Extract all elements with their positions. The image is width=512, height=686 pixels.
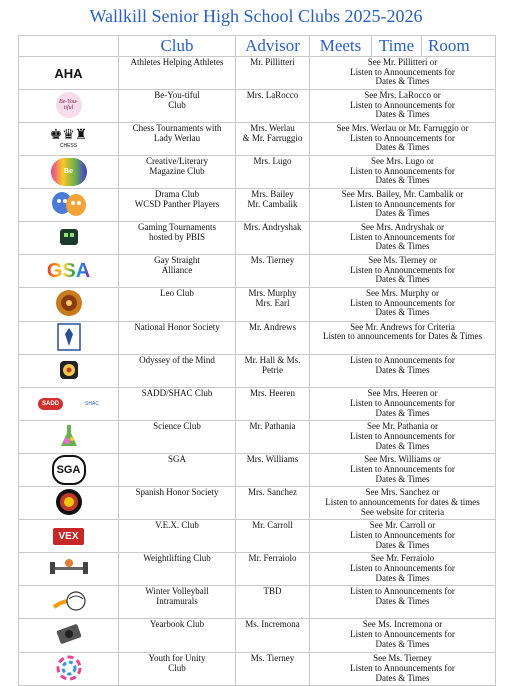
table-row [19,90,496,123]
club-meeting-info-line: See Mr. Pathania or [367,421,438,432]
club-name-line: Winter Volleyball [145,586,209,597]
club-meeting-info-line: Listen to Announcements for [350,629,455,640]
club-name-line: WCSD Panther Players [134,198,220,209]
club-name-line: Chess Tournaments with [132,123,222,133]
club-meeting-info-line: Listen to Announcements for [350,264,455,275]
club-name-line: Drama Club [154,189,200,199]
club-meeting-info-line: Dates & Times [375,596,430,607]
club-advisor-line: TBD [263,586,282,597]
club-logo-cell [19,189,119,222]
club-advisor [236,619,310,653]
nhs-torch-logo [55,322,83,352]
club-meeting-info-line: See Mrs. Andryshak or [361,222,444,232]
club-advisor-line: Mr. Carroll [252,520,293,531]
unity-circle-icon [55,654,83,682]
club-meeting-info-line: Listen to announcements for dates & times [325,497,480,508]
club-logo-cell [19,388,119,421]
table-row [19,619,496,653]
club-name [119,487,236,520]
be-creative-logo [51,158,87,186]
club-meeting-info-line: Listen to Announcements for [350,165,455,176]
club-name-line: National Honor Society [134,321,220,332]
club-logo-cell [19,123,119,156]
club-meeting-info-line: Listen to Announcements for [350,530,455,541]
club-advisor-line: Mr. Andrews [249,321,296,332]
club-meeting-info-line: Dates & Times [375,175,430,186]
club-meeting-info-line: Dates & Times [375,473,430,484]
club-meeting-info [310,454,496,487]
club-meeting-info-line: See Mrs. Sanchez or [365,487,440,498]
club-logo-cell [19,156,119,189]
club-advisor [236,355,310,388]
club-advisor-line: Mrs. Andryshak [243,222,302,232]
club-name [119,553,236,586]
club-advisor [236,156,310,189]
table-row [19,487,496,520]
club-advisor [236,255,310,288]
table-row [19,388,496,421]
club-advisor-line: & Mr. Farruggio [242,132,303,143]
club-name-line: Yearbook Club [149,619,205,630]
table-row [19,321,496,355]
club-logo-cell [19,454,119,487]
chess-logo: ♚♛♜ CHESS [49,128,88,149]
club-meeting-info-line: See Ms. Incremona or [362,619,443,630]
club-meeting-info-line: Dates & Times [375,638,430,649]
shac-logo-text: SHAC [85,401,99,408]
club-name-line: Athletes Helping Athletes [130,57,224,67]
sga-logo [52,455,86,485]
club-logo-cell [19,321,119,355]
club-name [119,388,236,421]
club-name [119,421,236,454]
gsa-logo [47,260,90,283]
drama-masks-icon [48,190,90,218]
club-meeting-info-line: Listen to Announcements for [350,297,455,308]
club-name [119,90,236,123]
club-meeting-info [310,653,496,686]
club-meeting-info-line: Dates & Times [375,672,430,683]
club-meeting-info-line: Listen to Announcements for [350,662,455,673]
club-name [119,57,236,90]
table-row [19,553,496,586]
club-meeting-info-line: Listen to Announcements for [350,398,455,409]
header-advisor: Advisor [236,36,310,57]
club-meeting-info [310,90,496,123]
club-advisor-line: Mr. Pathania [249,421,296,432]
club-logo-cell [19,487,119,520]
club-meeting-info-line: Listen to Announcements for [350,99,455,110]
club-name [119,156,236,189]
club-meeting-info-line: Listen to Announcements for [350,355,455,366]
club-name [119,619,236,653]
club-meeting-info [310,123,496,156]
club-name-line: Be-You-tiful [154,90,200,100]
club-meeting-info-line: Listen to Announcements for [350,431,455,442]
table-row [19,421,496,454]
be-you-tiful-logo [55,91,83,119]
club-advisor-line: Mr. Cambalik [247,198,298,209]
club-advisor [236,520,310,553]
club-advisor [236,586,310,619]
club-meeting-info [310,156,496,189]
club-logo-cell [19,653,119,686]
club-advisor-line: Mr. Pillitteri [250,57,295,67]
club-logo-cell [19,57,119,90]
club-meeting-info-line: See Mr. Andrews for Criteria [350,321,455,332]
club-meeting-info-line: See Mrs. Lugo or [371,156,434,166]
club-name-line: Gaming Tournaments [138,222,216,232]
club-name [119,520,236,553]
club-meeting-info-line: Dates & Times [375,76,430,87]
club-advisor-line: Mr. Ferraiolo [248,553,297,564]
sadd-shac-logo [38,398,99,410]
club-meeting-info-line: Listen to Announcements for [350,132,455,143]
club-logo-cell [19,421,119,454]
club-advisor [236,553,310,586]
club-logo-cell [19,553,119,586]
club-meeting-info-line: Dates & Times [375,241,430,252]
club-advisor-line: Mr. Hall & Ms. [244,355,301,366]
club-meeting-info-line: See Mrs. LaRocco or [364,90,441,100]
table-row [19,156,496,189]
club-name [119,123,236,156]
table-row [19,653,496,686]
club-name-line: Magazine Club [149,165,205,176]
club-meeting-info-line: Dates & Times [375,109,430,120]
club-name-line: Youth for Unity [148,653,206,664]
club-meeting-info-line: Listen to announcements for Dates & Times [323,331,482,342]
club-advisor-line: Mrs. Bailey [251,189,294,199]
club-meeting-info-line: See website for criteria [360,506,445,517]
club-meeting-info-line: See Mr. Carroll or [369,520,436,531]
science-flask-icon [57,422,81,450]
club-advisor [236,123,310,156]
club-advisor-line: Mrs. Earl [255,297,290,308]
aha-logo [54,66,82,81]
club-meeting-info-line: Dates & Times [375,142,430,153]
club-meeting-info-line: Dates & Times [375,274,430,285]
spanish-honor-logo [55,488,83,516]
club-name-line: Science Club [153,421,201,432]
club-meeting-info [310,553,496,586]
club-meeting-info-line: See Mr. Ferraiolo [370,553,435,564]
club-advisor-line: Mrs. Murphy [248,288,297,298]
club-name [119,255,236,288]
club-meeting-info-line: Dates & Times [375,208,430,219]
club-advisor [236,653,310,686]
table-row [19,520,496,553]
page-title: Wallkill Senior High School Clubs 2025-2026 [89,6,423,26]
sga-logo-text: SGA [52,455,86,485]
club-meeting-info-line: See Ms. Tierney [373,653,432,664]
table-row [19,355,496,388]
club-logo-cell [19,619,119,653]
club-advisor-line: Ms. Incremona [245,619,300,630]
table-row [19,57,496,90]
club-name [119,321,236,355]
club-name-line: Weightlifting Club [143,553,211,564]
header-meets: Meets [310,36,372,57]
club-name-line: Lady Werlau [153,132,201,143]
club-meeting-info [310,57,496,90]
clubs-table-body [19,57,496,686]
club-name-line: SGA [167,454,186,465]
chess-logo-text: CHESS [59,143,78,149]
club-name-line: Gay Straight [154,255,200,265]
volleyball-icon [52,587,86,615]
sadd-logo-text: SADD [38,398,63,410]
club-advisor [236,222,310,255]
clubs-table [18,35,496,686]
table-row [19,255,496,288]
table-row [19,222,496,255]
club-advisor [236,57,310,90]
club-name-line: Club [168,662,186,673]
gsa-logo-text: GSA [46,259,91,282]
table-row [19,586,496,619]
club-name-line: V.E.X. Club [155,520,199,531]
be-you-tiful-logo-text: Be-You-tiful [58,98,79,111]
club-meeting-info-line: Dates & Times [375,365,430,376]
club-meeting-info-line: Listen to Announcements for [350,231,455,242]
yearbook-camera-icon [52,619,86,649]
club-advisor [236,321,310,355]
club-logo-cell [19,355,119,388]
club-name-line: hosted by PBIS [148,231,205,242]
club-name [119,288,236,322]
club-name-line: Alliance [161,264,193,275]
header-room: Room [422,36,496,57]
club-meeting-info-line: Listen to Announcements for [350,66,455,77]
gaming-icon [57,224,81,250]
club-meeting-info-line: Dates & Times [375,307,430,318]
club-logo-cell [19,288,119,322]
vex-logo-text: VEX [53,528,83,545]
leo-club-logo [55,288,83,318]
club-meeting-info [310,487,496,520]
club-name [119,355,236,388]
club-name-line: Leo Club [160,288,194,298]
club-advisor [236,421,310,454]
club-meeting-info [310,255,496,288]
club-meeting-info-line: See Ms. Tierney or [368,255,437,265]
club-meeting-info [310,520,496,553]
club-meeting-info-line: Dates & Times [375,407,430,418]
club-name [119,222,236,255]
club-meeting-info-line: See Mrs. Werlau or Mr. Farruggio or [336,123,469,133]
club-meeting-info [310,388,496,421]
club-advisor [236,189,310,222]
club-advisor [236,487,310,520]
club-meeting-info-line: See Mrs. Heeren or [367,388,438,399]
club-meeting-info-line: Dates & Times [375,539,430,550]
club-name-line: Intramurals [156,596,198,607]
club-meeting-info-line: Listen to Announcements for [350,586,455,597]
club-name-line: Creative/Literary [146,156,208,166]
vex-logo [53,528,83,545]
club-meeting-info-line: See Mrs. Williams or [364,454,441,465]
club-name [119,653,236,686]
club-meeting-info [310,222,496,255]
aha-logo-text: AHA [54,65,83,81]
be-creative-logo-text: Be [51,158,87,186]
club-meeting-info [310,421,496,454]
club-meeting-info-line: Dates & Times [375,440,430,451]
club-advisor-line: Mrs. Williams [246,454,299,465]
club-logo-cell [19,255,119,288]
club-meeting-info-line: Listen to Announcements for [350,563,455,574]
club-advisor [236,388,310,421]
club-meeting-info-line: See Mrs. Murphy or [366,288,439,298]
club-meeting-info-line: See Mr. Pillitteri or [367,57,438,67]
club-advisor-line: Ms. Tierney [250,255,295,265]
barbell-icon [48,554,90,582]
club-advisor [236,90,310,123]
club-advisor-line: Mrs. Heeren [250,388,295,399]
club-name-line: Spanish Honor Society [135,487,219,498]
club-meeting-info [310,189,496,222]
club-name-line: SADD/SHAC Club [141,388,213,399]
club-meeting-info-line: Listen to Announcements for [350,198,455,209]
club-meeting-info [310,288,496,322]
club-meeting-info [310,321,496,355]
club-meeting-info [310,619,496,653]
club-advisor-line: Mrs. Lugo [253,156,292,166]
club-advisor [236,454,310,487]
table-row [19,189,496,222]
club-name [119,454,236,487]
club-meeting-info-line: Dates & Times [375,572,430,583]
table-row [19,123,496,156]
table-row [19,288,496,322]
club-logo-cell [19,90,119,123]
club-name-line: Odyssey of the Mind [139,355,215,366]
club-advisor-line: Mrs. Sanchez [248,487,297,498]
header-row [19,36,496,57]
club-advisor-line: Mrs. Werlau [250,123,295,133]
club-name [119,189,236,222]
club-advisor-line: Petrie [262,365,283,376]
club-meeting-info [310,586,496,619]
club-logo-cell [19,586,119,619]
table-row [19,454,496,487]
club-meeting-info-line: Listen to Announcements for [350,464,455,475]
club-name [119,586,236,619]
club-meeting-info [310,355,496,388]
club-meeting-info-line: See Mrs. Bailey, Mr. Cambalik or [341,189,464,199]
header-time: Time [372,36,422,57]
header-club: Club [119,36,236,57]
club-advisor-line: Mrs. LaRocco [246,90,299,100]
club-logo-cell [19,222,119,255]
odyssey-logo [57,358,81,382]
club-advisor-line: Ms. Tierney [250,653,295,664]
header-logo [19,36,119,57]
club-logo-cell [19,520,119,553]
club-advisor [236,288,310,322]
club-name-line: Club [168,99,186,110]
